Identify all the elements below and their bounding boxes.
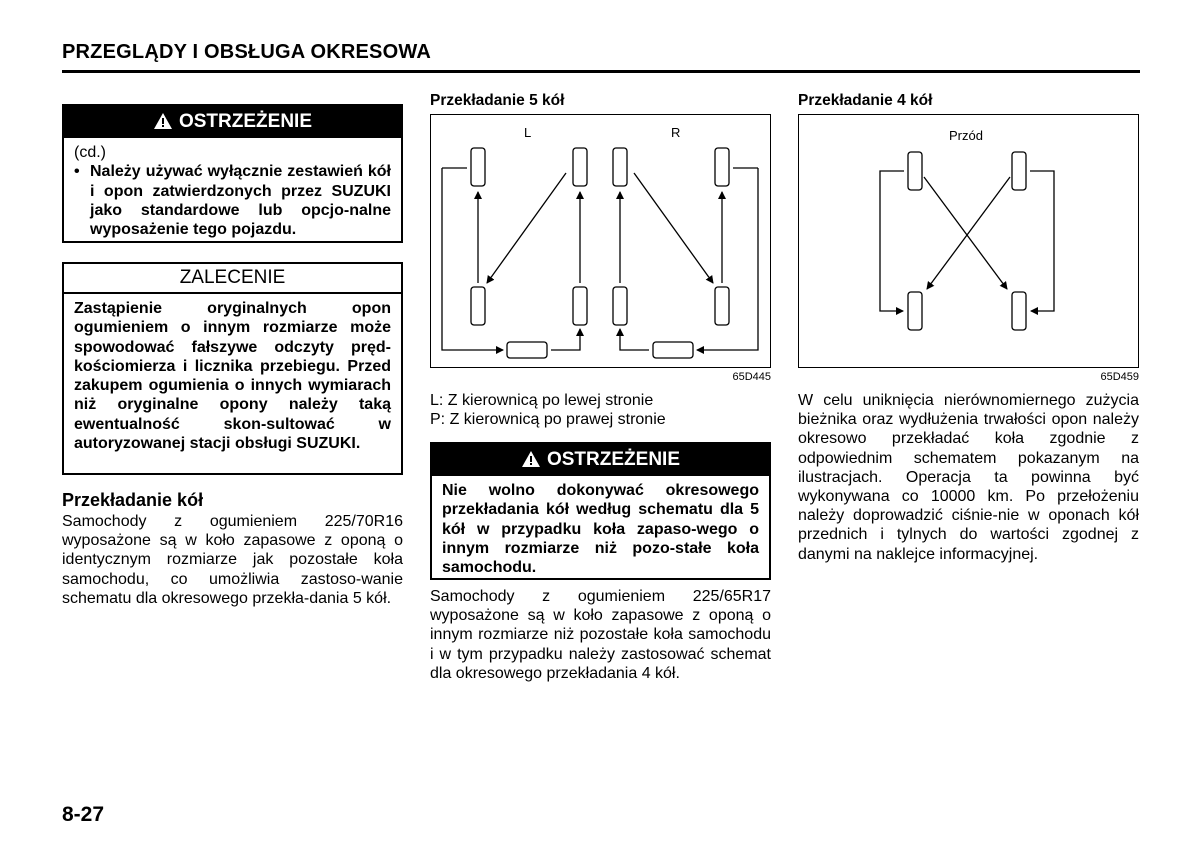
wheel-l-front-right: [573, 148, 587, 186]
figure-5-label-left: L: [524, 125, 532, 140]
warning-continued-label: (cd.): [74, 144, 106, 161]
figure-4-label-front: Przód: [949, 128, 983, 143]
figure-4-arrows: [880, 171, 1054, 311]
wheel-front-right: [1012, 152, 1026, 190]
rotation-paragraph: Samochody z ogumieniem 225/70R16 wyposażone są w koło zapasowe z oponą o identycznym rozmiarze jak pozostałe koła samochodu, co umożliwia zastoso-wanie schematu dla okresowego przekła-dania 5 kół.: [62, 513, 403, 607]
warning-text-2: Nie wolno dokonywać okresowego przekładania kół według schematu dla 5 kół w przypadku koła zapaso-wego o innym rozmiarze niż pozo-stałe koła samochodu.: [442, 482, 759, 577]
warning-heading-1: [64, 106, 401, 138]
warning-text-1: Należy używać wyłącznie zestawień kół i opon zatwierdzonych przez SUZUKI jako standardowe lub opcjo-nalne wyposażenie tego pojazdu.: [90, 163, 391, 239]
figure-5-label-right: R: [671, 125, 681, 140]
page-header-title: PRZEGLĄDY I OBSŁUGA OKRESOWA: [62, 41, 431, 63]
paragraph-65r17: Samochody z ogumieniem 225/65R17 wyposażone są w koło zapasowe z oponą o innym rozmiarze niż pozostałe koła samochodu i w tym przypadku należy zastosować schemat dla okresowego przekładania 4 kół.: [430, 588, 771, 682]
wheel-l-rear-left: [471, 287, 485, 325]
wheel-r-front-right: [715, 148, 729, 186]
section-title-rotation: Przekładanie kół: [62, 490, 204, 510]
warning-box-1: [62, 104, 403, 243]
figure-5-title: Przekładanie 5 kół: [430, 92, 565, 109]
recommendation-heading: ZALECENIE: [64, 264, 401, 294]
warning-triangle-icon: [153, 112, 173, 130]
recommendation-box: [62, 262, 403, 475]
wheel-r-rear-right: [715, 287, 729, 325]
warning-box-2: [430, 442, 771, 580]
figure-5-legend-p: P: Z kierownicą po prawej stronie: [430, 411, 666, 428]
figure-5-arrows-right: [620, 168, 758, 350]
warning-heading-text-1: OSTRZEŻENIE: [178, 111, 312, 132]
figure-4-title: Przekładanie 4 kół: [798, 92, 933, 109]
wheel-r-front-left: [613, 148, 627, 186]
warning-heading-2: [432, 444, 769, 476]
wheel-l-rear-right: [573, 287, 587, 325]
bullet: •: [74, 163, 80, 181]
wheel-l-front-left: [471, 148, 485, 186]
recommendation-text: Zastąpienie oryginalnych opon ogumieniem o innym rozmiarze może spowodować fałszywe odczyty pręd-kościomierza i licznika przebiegu. Przed zakupem ogumienia o innych wymiarach niż oryginalne opony należy taką ewentualność skon-sultować w autoryzowanej stacji obsługi SUZUKI.: [74, 300, 391, 453]
page-number: 8-27: [62, 803, 105, 826]
figure-5-legend-l: L: Z kierownicą po lewej stronie: [430, 392, 654, 409]
paragraph-right: W celu uniknięcia nierównomiernego zużycia bieżnika oraz wydłużenia trwałości opon należy okresowo przekładać koła zgodnie z odpowiednim schematem pokazanym na ilustracjach. Operacja ta powinna być wykonywana co 10000 km. Po przełożeniu należy doprowadzić ciśnie-nie w oponach kół przednich i tylnych do wartości zgodnej z danymi na naklejce informacyjnej.: [798, 392, 1139, 563]
wheel-r-spare: [653, 342, 693, 358]
wheel-l-spare: [507, 342, 547, 358]
warning-triangle-icon: [521, 450, 541, 468]
figure-4-diagram: [798, 114, 1139, 368]
wheel-r-rear-left: [613, 287, 627, 325]
wheel-rear-left: [908, 292, 922, 330]
figure-5-code: 65D445: [732, 371, 771, 383]
warning-heading-text-2: OSTRZEŻENIE: [546, 449, 680, 470]
wheel-front-left: [908, 152, 922, 190]
figure-5-arrows-left: [442, 168, 580, 350]
wheel-rear-right: [1012, 292, 1026, 330]
figure-5-diagram: [430, 114, 771, 368]
figure-4-code: 65D459: [1100, 371, 1139, 383]
header-rule: [62, 70, 1140, 73]
